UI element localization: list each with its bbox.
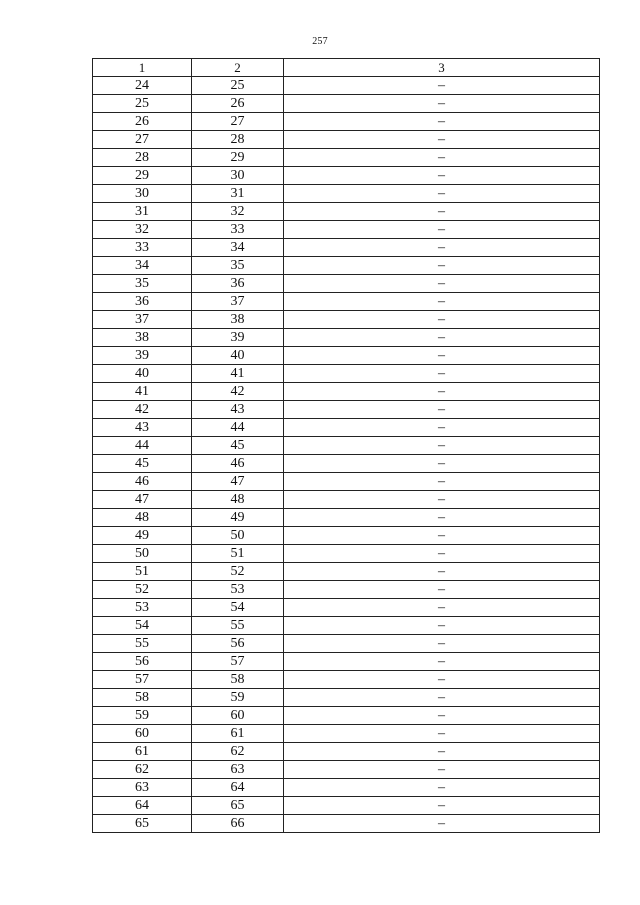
table-row bbox=[93, 131, 600, 149]
table-cell-col-3: – bbox=[284, 509, 600, 527]
table-cell-col-2: 61 bbox=[192, 725, 284, 743]
table-row bbox=[93, 221, 600, 239]
table-row bbox=[93, 473, 600, 491]
table-cell-col-3: – bbox=[284, 275, 600, 293]
table-cell-col-1: 41 bbox=[93, 383, 192, 401]
table-cell-col-3: – bbox=[284, 185, 600, 203]
table-cell-col-3: – bbox=[284, 581, 600, 599]
table-cell-col-3: – bbox=[284, 437, 600, 455]
table-cell-col-1: 39 bbox=[93, 347, 192, 365]
table-cell-col-3: – bbox=[284, 221, 600, 239]
table-cell-col-2: 65 bbox=[192, 797, 284, 815]
table-row bbox=[93, 707, 600, 725]
table-cell-col-2: 33 bbox=[192, 221, 284, 239]
table-cell-col-2: 48 bbox=[192, 491, 284, 509]
table-cell-col-1: 33 bbox=[93, 239, 192, 257]
table-row bbox=[93, 563, 600, 581]
table-cell-col-3: – bbox=[284, 599, 600, 617]
table-cell-col-3: – bbox=[284, 761, 600, 779]
table-cell-col-2: 54 bbox=[192, 599, 284, 617]
table-cell-col-2: 66 bbox=[192, 815, 284, 833]
table-cell-col-1: 24 bbox=[93, 77, 192, 95]
table-cell-col-1: 64 bbox=[93, 797, 192, 815]
table-cell-col-3: – bbox=[284, 149, 600, 167]
table-cell-col-1: 29 bbox=[93, 167, 192, 185]
table-cell-col-1: 35 bbox=[93, 275, 192, 293]
table-row bbox=[93, 653, 600, 671]
table-cell-col-1: 53 bbox=[93, 599, 192, 617]
table-row bbox=[93, 77, 600, 95]
table-cell-col-1: 38 bbox=[93, 329, 192, 347]
table-cell-col-2: 55 bbox=[192, 617, 284, 635]
table-cell-col-1: 40 bbox=[93, 365, 192, 383]
table-cell-col-2: 44 bbox=[192, 419, 284, 437]
table-cell-col-1: 28 bbox=[93, 149, 192, 167]
table-row bbox=[93, 419, 600, 437]
table-cell-col-2: 46 bbox=[192, 455, 284, 473]
table-cell-col-1: 49 bbox=[93, 527, 192, 545]
table-cell-col-3: – bbox=[284, 527, 600, 545]
column-header-3: 3 bbox=[284, 59, 600, 77]
table-cell-col-3: – bbox=[284, 383, 600, 401]
column-header-1: 1 bbox=[93, 59, 192, 77]
table-cell-col-3: – bbox=[284, 797, 600, 815]
table-cell-col-3: – bbox=[284, 239, 600, 257]
table-cell-col-3: – bbox=[284, 113, 600, 131]
table-row bbox=[93, 761, 600, 779]
table-cell-col-2: 60 bbox=[192, 707, 284, 725]
table-cell-col-1: 62 bbox=[93, 761, 192, 779]
table-cell-col-3: – bbox=[284, 77, 600, 95]
table-cell-col-1: 44 bbox=[93, 437, 192, 455]
table-cell-col-3: – bbox=[284, 653, 600, 671]
table-body bbox=[93, 77, 600, 833]
table-cell-col-2: 27 bbox=[192, 113, 284, 131]
table-row bbox=[93, 113, 600, 131]
table-cell-col-2: 45 bbox=[192, 437, 284, 455]
table-cell-col-2: 30 bbox=[192, 167, 284, 185]
table-cell-col-1: 34 bbox=[93, 257, 192, 275]
table-cell-col-1: 50 bbox=[93, 545, 192, 563]
table-cell-col-1: 31 bbox=[93, 203, 192, 221]
table-row bbox=[93, 203, 600, 221]
table-cell-col-1: 46 bbox=[93, 473, 192, 491]
table-row bbox=[93, 815, 600, 833]
table-row bbox=[93, 95, 600, 113]
table-row bbox=[93, 527, 600, 545]
table-cell-col-1: 52 bbox=[93, 581, 192, 599]
table-cell-col-1: 57 bbox=[93, 671, 192, 689]
table-cell-col-1: 61 bbox=[93, 743, 192, 761]
table-cell-col-3: – bbox=[284, 725, 600, 743]
table-cell-col-2: 50 bbox=[192, 527, 284, 545]
table-cell-col-2: 37 bbox=[192, 293, 284, 311]
table-cell-col-1: 47 bbox=[93, 491, 192, 509]
table-cell-col-2: 47 bbox=[192, 473, 284, 491]
data-table bbox=[92, 58, 600, 833]
table-cell-col-1: 27 bbox=[93, 131, 192, 149]
table-cell-col-2: 56 bbox=[192, 635, 284, 653]
table-cell-col-2: 58 bbox=[192, 671, 284, 689]
table-cell-col-2: 64 bbox=[192, 779, 284, 797]
table-cell-col-3: – bbox=[284, 167, 600, 185]
table-cell-col-3: – bbox=[284, 779, 600, 797]
table-cell-col-1: 65 bbox=[93, 815, 192, 833]
table-cell-col-3: – bbox=[284, 311, 600, 329]
table-cell-col-3: – bbox=[284, 131, 600, 149]
table-cell-col-3: – bbox=[284, 329, 600, 347]
table-row bbox=[93, 743, 600, 761]
table-cell-col-3: – bbox=[284, 347, 600, 365]
table-cell-col-2: 43 bbox=[192, 401, 284, 419]
table-cell-col-2: 36 bbox=[192, 275, 284, 293]
table-cell-col-2: 38 bbox=[192, 311, 284, 329]
table-cell-col-2: 51 bbox=[192, 545, 284, 563]
table-row bbox=[93, 779, 600, 797]
table-row bbox=[93, 383, 600, 401]
table-row bbox=[93, 401, 600, 419]
table-cell-col-3: – bbox=[284, 545, 600, 563]
table-row bbox=[93, 257, 600, 275]
table-cell-col-2: 40 bbox=[192, 347, 284, 365]
table-cell-col-1: 36 bbox=[93, 293, 192, 311]
table-cell-col-1: 48 bbox=[93, 509, 192, 527]
table-row bbox=[93, 311, 600, 329]
table-row bbox=[93, 239, 600, 257]
table-header bbox=[93, 59, 600, 77]
table-cell-col-3: – bbox=[284, 293, 600, 311]
table-row bbox=[93, 509, 600, 527]
table-cell-col-1: 26 bbox=[93, 113, 192, 131]
table-row bbox=[93, 725, 600, 743]
table-cell-col-2: 62 bbox=[192, 743, 284, 761]
table-row bbox=[93, 635, 600, 653]
table-cell-col-1: 60 bbox=[93, 725, 192, 743]
table-cell-col-3: – bbox=[284, 419, 600, 437]
table-row bbox=[93, 689, 600, 707]
table-cell-col-3: – bbox=[284, 455, 600, 473]
table-cell-col-3: – bbox=[284, 473, 600, 491]
table-cell-col-3: – bbox=[284, 491, 600, 509]
table-cell-col-2: 41 bbox=[192, 365, 284, 383]
table-cell-col-2: 59 bbox=[192, 689, 284, 707]
table-row bbox=[93, 167, 600, 185]
table-cell-col-1: 32 bbox=[93, 221, 192, 239]
table-cell-col-1: 45 bbox=[93, 455, 192, 473]
table-row bbox=[93, 185, 600, 203]
table-cell-col-3: – bbox=[284, 671, 600, 689]
table-row bbox=[93, 581, 600, 599]
table-cell-col-1: 25 bbox=[93, 95, 192, 113]
table-row bbox=[93, 293, 600, 311]
page-number: 257 bbox=[312, 36, 328, 47]
table-row bbox=[93, 347, 600, 365]
table-cell-col-3: – bbox=[284, 365, 600, 383]
table-row bbox=[93, 545, 600, 563]
table-cell-col-3: – bbox=[284, 743, 600, 761]
table-cell-col-3: – bbox=[284, 617, 600, 635]
table-cell-col-2: 39 bbox=[192, 329, 284, 347]
table-cell-col-3: – bbox=[284, 815, 600, 833]
table-cell-col-2: 52 bbox=[192, 563, 284, 581]
table-cell-col-3: – bbox=[284, 401, 600, 419]
table-cell-col-1: 59 bbox=[93, 707, 192, 725]
table-row bbox=[93, 671, 600, 689]
table-row bbox=[93, 329, 600, 347]
table-cell-col-1: 51 bbox=[93, 563, 192, 581]
table-cell-col-1: 63 bbox=[93, 779, 192, 797]
table-cell-col-2: 57 bbox=[192, 653, 284, 671]
table-cell-col-1: 55 bbox=[93, 635, 192, 653]
header-row bbox=[93, 59, 600, 77]
table-cell-col-3: – bbox=[284, 95, 600, 113]
table-row bbox=[93, 365, 600, 383]
table-cell-col-2: 63 bbox=[192, 761, 284, 779]
table-cell-col-2: 25 bbox=[192, 77, 284, 95]
table-cell-col-3: – bbox=[284, 563, 600, 581]
table-cell-col-1: 37 bbox=[93, 311, 192, 329]
table-cell-col-2: 28 bbox=[192, 131, 284, 149]
table-cell-col-2: 49 bbox=[192, 509, 284, 527]
table-row bbox=[93, 437, 600, 455]
table-cell-col-1: 56 bbox=[93, 653, 192, 671]
table-cell-col-3: – bbox=[284, 257, 600, 275]
table-cell-col-3: – bbox=[284, 635, 600, 653]
table-cell-col-2: 42 bbox=[192, 383, 284, 401]
table-cell-col-1: 43 bbox=[93, 419, 192, 437]
table-cell-col-2: 34 bbox=[192, 239, 284, 257]
table-cell-col-2: 35 bbox=[192, 257, 284, 275]
table-cell-col-2: 26 bbox=[192, 95, 284, 113]
table-cell-col-1: 30 bbox=[93, 185, 192, 203]
table-row bbox=[93, 599, 600, 617]
table-cell-col-2: 29 bbox=[192, 149, 284, 167]
table-row bbox=[93, 491, 600, 509]
table-row bbox=[93, 275, 600, 293]
table-row bbox=[93, 455, 600, 473]
table-cell-col-2: 53 bbox=[192, 581, 284, 599]
table-cell-col-3: – bbox=[284, 203, 600, 221]
table-cell-col-2: 32 bbox=[192, 203, 284, 221]
table-cell-col-1: 54 bbox=[93, 617, 192, 635]
table-row bbox=[93, 797, 600, 815]
column-header-2: 2 bbox=[192, 59, 284, 77]
table-cell-col-3: – bbox=[284, 689, 600, 707]
table-cell-col-2: 31 bbox=[192, 185, 284, 203]
table-cell-col-1: 58 bbox=[93, 689, 192, 707]
table-row bbox=[93, 617, 600, 635]
table-row bbox=[93, 149, 600, 167]
table-cell-col-3: – bbox=[284, 707, 600, 725]
table-cell-col-1: 42 bbox=[93, 401, 192, 419]
